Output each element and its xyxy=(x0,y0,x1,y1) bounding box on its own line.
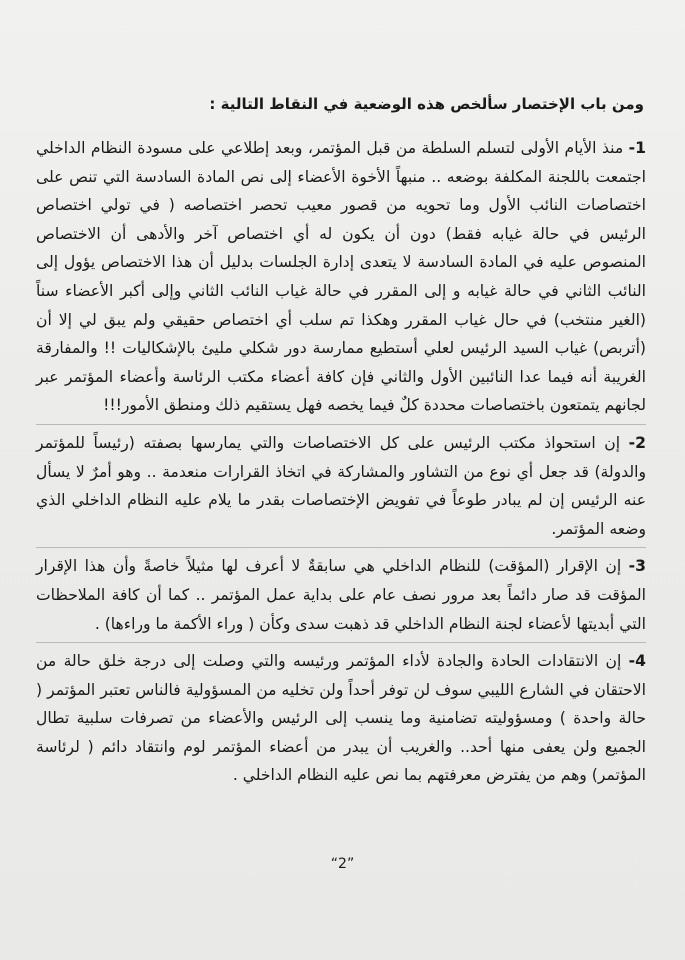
point-2 xyxy=(36,429,646,543)
document-body xyxy=(36,92,646,790)
point-4-number: 4- xyxy=(628,652,646,671)
point-2-text: إن استحواذ مكتب الرئيس على كل الاختصاصات والتي يمارسها بصفته (رئيساً للمؤتمر والدولة) قد جعل أي نوع من التشاور والمشاركة في اتخاذ القرارات منعدمة .. وهو أمرٌ لا يسأل عنه الرئيس إن لم يبادر طوعاً في تفويض الإختصاصات بقدر ما يلام عليه النظام الداخلي الذي وضعه المؤتمر. xyxy=(36,433,646,538)
divider xyxy=(36,642,646,643)
point-1-number: 1- xyxy=(628,139,646,157)
point-3-number: 3- xyxy=(628,557,646,576)
point-4 xyxy=(36,647,646,790)
point-4-text: إن الانتقادات الحادة والجادة لأداء المؤتمر ورئيسه والتي وصلت إلى درجة خلق حالة من الاحتقان في الشارع الليبي سوف لن توفر أحداً ولن تخليه من المسؤولية فالناس تعتبر المؤتمر ( حالة واحدة ) ومسؤوليته تضامنية وما ينسب إلى الرئيس والأعضاء من تصرفات سلبية تطال الجميع ولن يعفى منها أحد.. والغريب أن يبدر من أعضاء المؤتمر لوم وانتقاد دائم ( لرئاسة المؤتمر) وهم من يفترض معرفتهم بما نص عليه النظام الداخلي . xyxy=(36,652,646,785)
section-heading: ومن باب الإختصار سألخص هذه الوضعية في النقاط التالية : xyxy=(209,95,644,113)
point-1-text: منذ الأيام الأولى لتسلم السلطة من قبل المؤتمر، وبعد إطلاعي على مسودة النظام الداخلي اجتمعت باللجنة المكلفة بوضعه .. منبهاً الأخوة الأعضاء إلى نص المادة السادسة التي تنص على اختصاصات النائب الأول وما تحويه من قصور معيب تحصر اختصاصه ( في تولي اختصاص الرئيس في حالة غيابه فقط) دون أن يكون له أي اختصاص آخر والأدهى أن الاختصاص المنصوص عليه في المادة السادسة لا يتعدى إدارة الجلسات بدليل أن هذا الاختصاص يؤول إلى النائب الثاني في حالة غيابه و إلى المقرر في حالة غياب النائب الثاني وإلى أكبر الأعضاء سناً (الغير منتخب) في حال غياب المقرر وهكذا تم سلب أي اختصاص حقيقي ولم يبق لي إلا أن (أتربص) غياب السيد الرئيس لعلي أستطيع ممارسة دور شكلي مليئ بالإشكاليات !! والمفارقة الغريبة أنه فيما عدا النائبين الأول والثاني فإن كافة أعضاء مكتب الرئاسة وأعضاء المؤتمر عبر لجانهم يتمتعون باختصاصات محددة كلٌ فيما يخصه فهل يستقيم ذلك ومنطق الأمور!!! xyxy=(36,139,646,415)
point-2-number: 2- xyxy=(628,433,646,452)
point-3 xyxy=(36,552,646,638)
point-3-text: إن الإقرار (المؤقت) للنظام الداخلي هي سابقةٌ لا أعرف لها مثيلاً خاصةً وأن هذا الإقرار المؤقت قد صار دائماً بعد مرور نصف عام على بداية عمل المؤتمر .. كما أن كافة الملاحظات التي أبديتها لأعضاء لجنة النظام الداخلي قد ذهبت سدى وكأن ( وراء الأكمة ما وراءها) . xyxy=(36,557,646,633)
point-1 xyxy=(36,134,646,420)
divider xyxy=(36,547,646,548)
divider xyxy=(36,424,646,425)
page-number: “2” xyxy=(330,856,355,872)
